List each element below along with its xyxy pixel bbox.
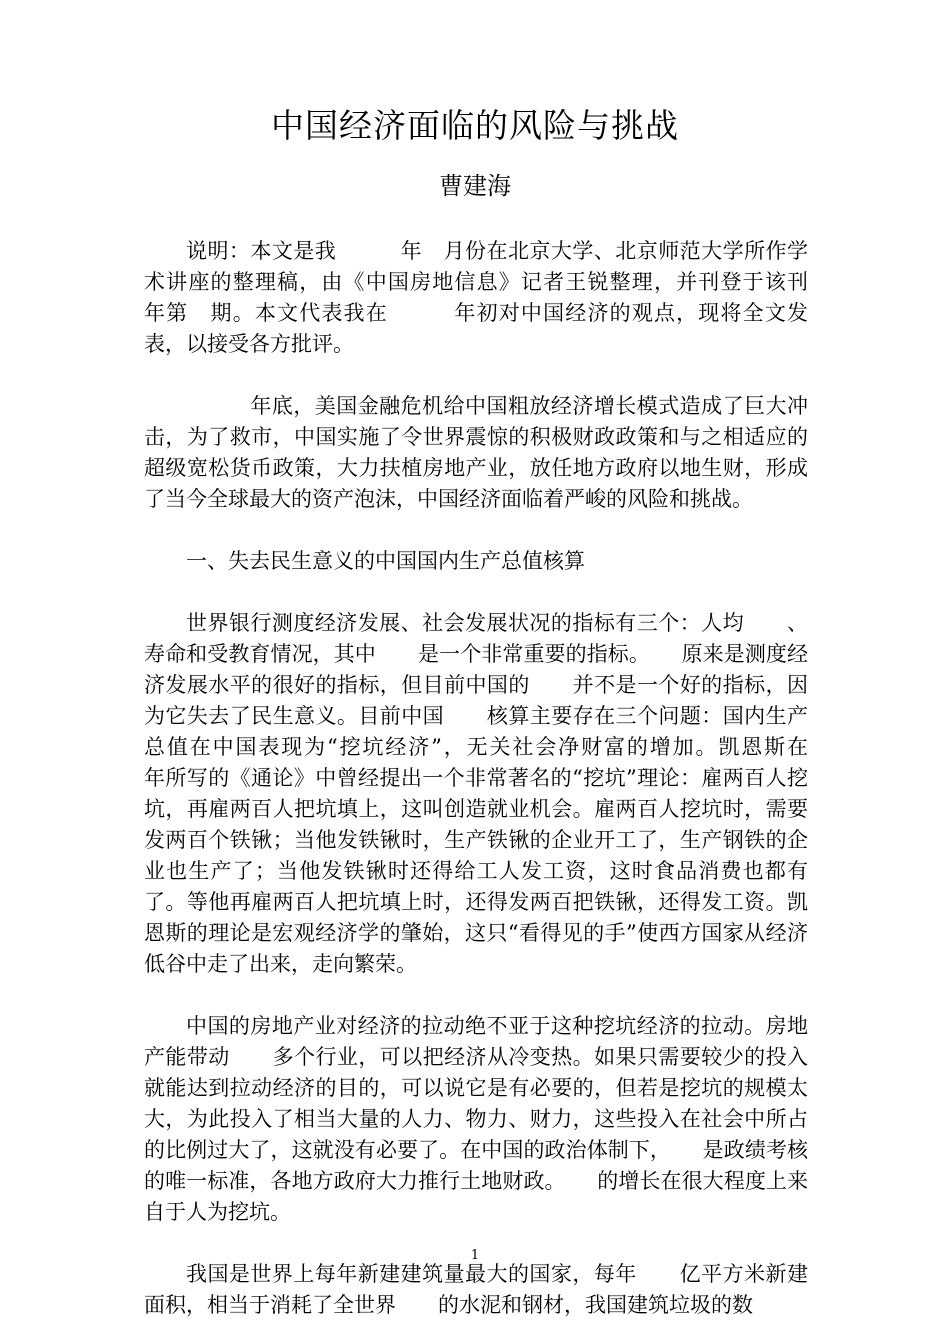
paragraph-intro: 年底，美国金融危机给中国粗放经济增长模式造成了巨大冲击，为了救市，中国实施了令世界震惊的积极财政政策和与之相适应的超级宽松货币政策，大力扶植房地产业，放任地方政府以地生财，形成了当今全球最大的资产泡沫，中国经济面临着严峻的风险和挑战。 bbox=[144, 394, 808, 511]
paragraph-body: 我国是世界上每年新建建筑量最大的国家，每年 亿平方米新建面积，相当于消耗了全世界 的水泥和钢材，我国建筑垃圾的数 bbox=[144, 1262, 808, 1317]
document-author: 曹建海 bbox=[439, 172, 511, 200]
paragraph-body: 世界银行测度经济发展、社会发展状况的指标有三个：人均 、寿命和受教育情况，其中 是一个非常重要的指标。 原来是测度经济发展水平的很好的指标，但目前中国的 并不是一个好的指标，因为它失去了民生意义。目前中国 核算主要存在三个问题：国内生产总值在中国表现为“挖坑经济”，无关社会净财富的增加。凯恩斯在 年所写的《通论》中曾经提出一个非常著名的“挖坑”理论：雇两百人挖坑，再雇两百人把坑填上，这叫创造就业机会。雇两百人挖坑时，需要发两百个铁锹；当他发铁锹时，生产铁锹的企业开工了，生产钢铁的企业也生产了；当他发铁锹时还得给工人发工资，这时食品消费也都有了。等他再雇两百人把坑填上时，还得发两百把铁锹，还得发工资。凯恩斯的理论是宏观经济学的肇始，这只“看得见的手”使西方国家从经济低谷中走了出来，走向繁荣。 bbox=[144, 611, 871, 976]
page-number: 1 bbox=[470, 1248, 480, 1263]
paragraph-note: 说明：本文是我 年 月份在北京大学、北京师范大学所作学术讲座的整理稿，由《中国房地信息》记者王锐整理，并刊登于该刊 年第 期。本文代表我在 年初对中国经济的观点，现将全文发表，以接受各方批评。 bbox=[144, 239, 871, 356]
document-title: 中国经济面临的风险与挑战 bbox=[271, 106, 679, 145]
section-heading: 一、失去民生意义的中国国内生产总值核算 bbox=[186, 549, 585, 573]
paragraph-body: 中国的房地产业对经济的拉动绝不亚于这种挖坑经济的拉动。房地产能带动 多个行业，可以把经济从冷变热。如果只需要较少的投入就能达到拉动经济的目的，可以说它是有必要的，但若是挖坑的规模太大，为此投入了相当大量的人力、物力、财力，这些投入在社会中所占的比例过大了，这就没有必要了。在中国的政治体制下， 是政绩考核的唯一标准，各地方政府大力推行土地财政。 的增长在很大程度上来自于人为挖坑。 bbox=[144, 1014, 808, 1224]
document-body bbox=[144, 236, 871, 1321]
